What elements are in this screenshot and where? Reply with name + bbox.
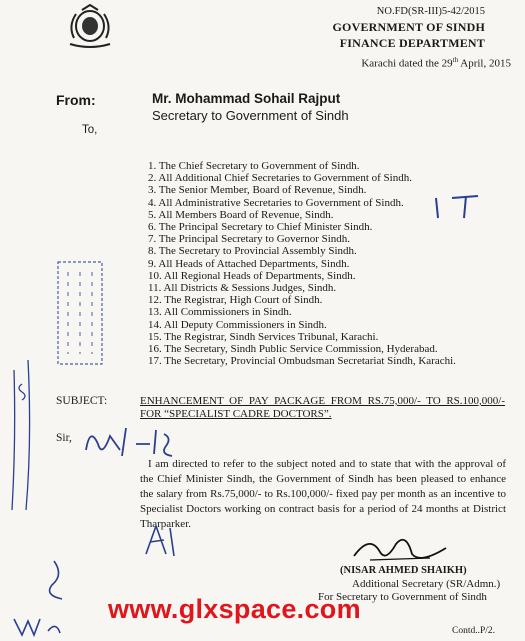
- recipient-list: [148, 160, 456, 367]
- list-item: 8. The Secretary to Provincial Assembly Sindh.: [148, 245, 357, 258]
- department-heading: FINANCE DEPARTMENT: [339, 36, 485, 50]
- subject-text: ENHANCEMENT OF PAY PACKAGE FROM RS.75,000/- TO RS.100,000/- FOR “SPECIALIST CADRE DOCTORS”.: [140, 395, 505, 420]
- list-item: 3. The Senior Member, Board of Revenue, Sindh.: [148, 184, 367, 197]
- letter-date: Karachi dated the 29th April, 2015: [361, 56, 511, 70]
- continued-note: Contd..P/2.: [452, 626, 496, 636]
- signatory-for-line: For Secretary to Government of Sindh: [318, 591, 487, 603]
- signatory-name: (NISAR AHMED SHAIKH): [340, 565, 467, 576]
- sender-name: Mr. Mohammad Sohail Rajput: [152, 91, 341, 106]
- list-item: 4. All Administrative Secretaries to Government of Sindh.: [148, 196, 404, 209]
- list-item: 9. All Heads of Attached Departments, Sindh.: [148, 257, 350, 270]
- government-seal-icon: [62, 4, 118, 50]
- margin-notes-icon: [4, 555, 84, 639]
- salutation: Sir,: [56, 432, 72, 444]
- list-item: 15. The Registrar, Sindh Services Tribunal, Karachi.: [148, 330, 379, 343]
- sender-title: Secretary to Government of Sindh: [152, 108, 349, 123]
- signature-icon: [350, 530, 450, 566]
- list-item: 6. The Principal Secretary to Chief Minister Sindh.: [148, 221, 373, 234]
- body-paragraph: I am directed to refer to the subject noted and to state that with the approval of the Chief Minister Sindh, the Government of Sindh has been pleased to enhance the salary from Rs.75,000/- to Rs.100,000/- fixed pay per month as an incentive to Specialist Doctors working on contract basis for a period of 24 months at District Tharparker.: [140, 458, 506, 530]
- list-item: 11. All Districts & Sessions Judges, Sindh.: [148, 282, 337, 295]
- list-item: 2. All Additional Chief Secretaries to Government of Sindh.: [148, 172, 412, 185]
- margin-notes-icon: [2, 340, 46, 520]
- reference-number: NO.FD(SR-III)5-42/2015: [376, 6, 485, 17]
- list-item: 10. All Regional Heads of Departments, Sindh.: [148, 269, 356, 282]
- list-item: 7. The Principal Secretary to Governor Sindh.: [148, 233, 351, 246]
- to-label: To,: [82, 124, 98, 136]
- handwritten-initials-icon: [80, 420, 180, 462]
- signatory-designation: Additional Secretary (SR/Admn.): [352, 578, 501, 590]
- list-item: 1. The Chief Secretary to Government of Sindh.: [148, 160, 360, 172]
- received-stamp-icon: [52, 258, 108, 368]
- list-item: 13. All Commissioners in Sindh.: [148, 306, 292, 319]
- watermark-text: www.glxspace.com: [108, 594, 361, 624]
- subject-label: SUBJECT:: [56, 395, 108, 407]
- list-item: 12. The Registrar, High Court of Sindh.: [148, 294, 323, 307]
- list-item: 5. All Members Board of Revenue, Sindh.: [148, 208, 334, 221]
- list-item: 14. All Deputy Commissioners in Sindh.: [148, 318, 327, 331]
- list-item: 17. The Secretary, Provincial Ombudsman Secretariat Sindh, Karachi.: [148, 355, 456, 368]
- government-heading: GOVERNMENT OF SINDH: [332, 20, 485, 34]
- list-item: 16. The Secretary, Sindh Public Service Commission, Hyderabad.: [148, 343, 438, 356]
- from-label: From:: [56, 92, 96, 108]
